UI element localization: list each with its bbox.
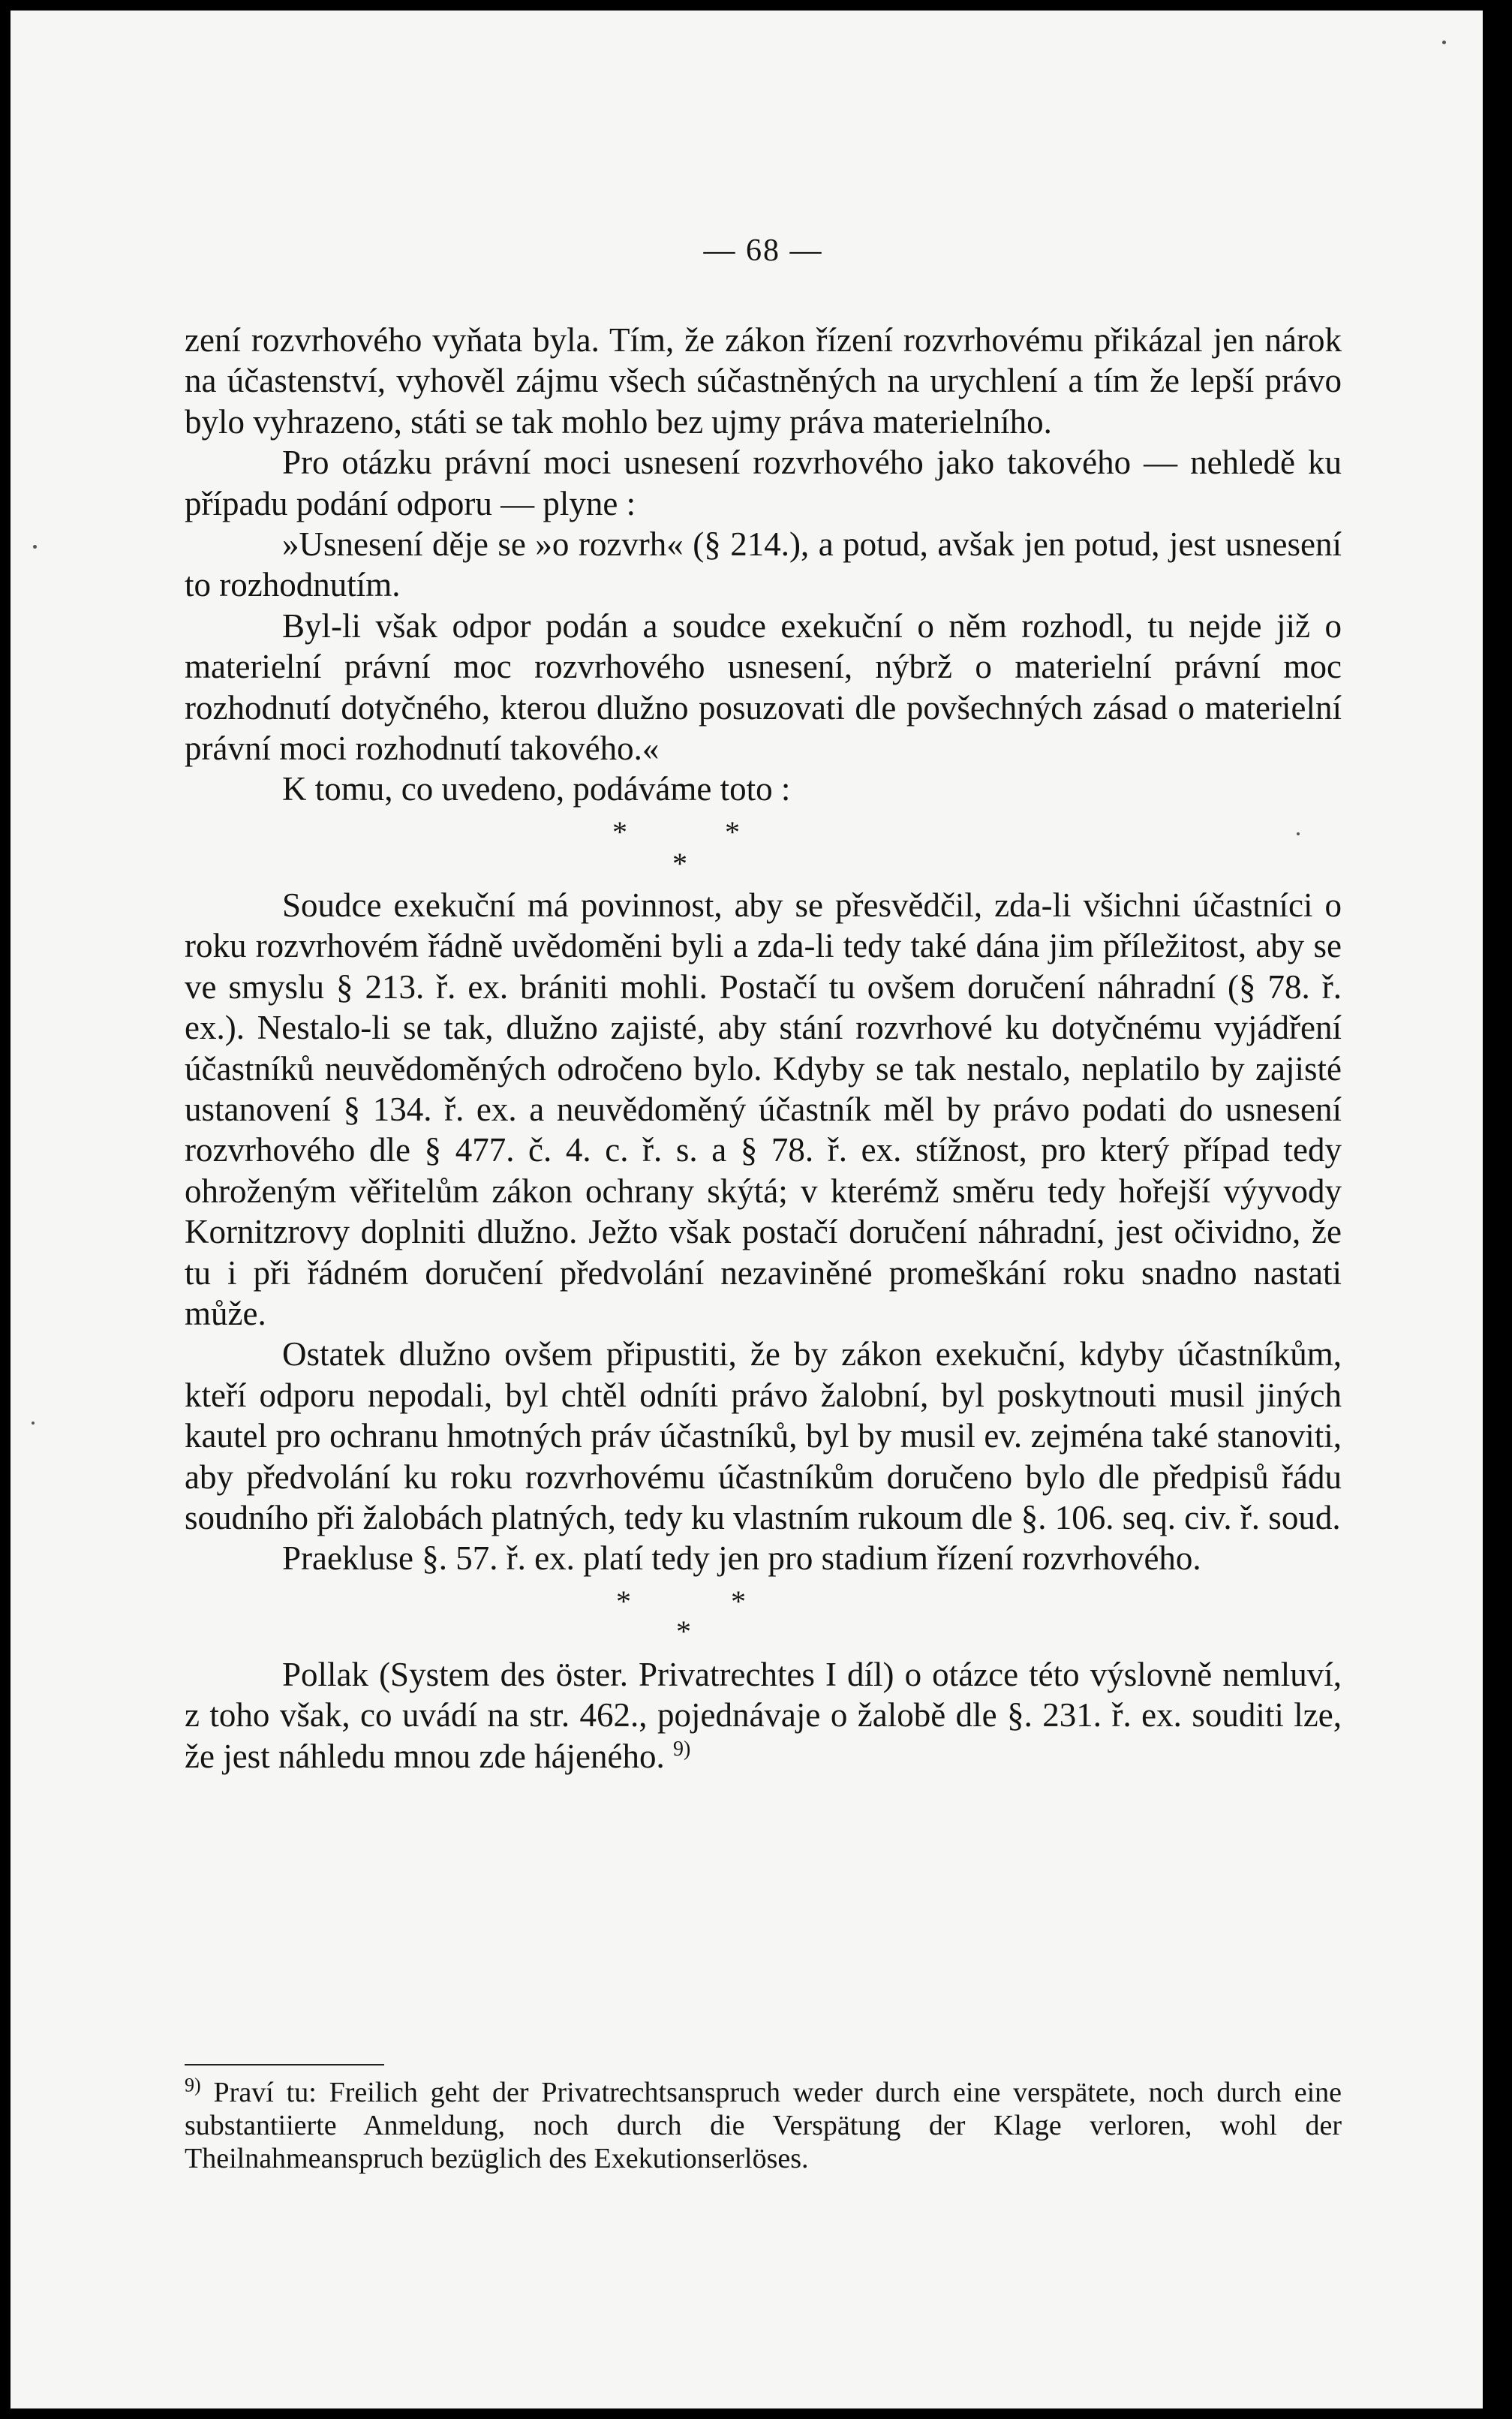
asterisk: * [612, 814, 627, 849]
paragraph: »Usnesení děje se »o rozvrh« (§ 214.), a potud, avšak jen potud, jest usnesení to rozhodnutím. [185, 525, 1342, 604]
paragraph [185, 1654, 1342, 1777]
book-page [11, 11, 1483, 2408]
footnote [185, 2076, 1342, 2175]
footnote-reference: 9) [673, 1737, 691, 1761]
page-speck [1442, 41, 1446, 44]
section-break [185, 810, 1342, 885]
paragraph: Praekluse §. 57. ř. ex. platí tedy jen pro stadium řízení rozvrhového. [282, 1539, 1201, 1578]
page-speck [33, 545, 37, 549]
footnote-divider [185, 2064, 384, 2065]
footnote-text: Praví tu: Freilich geht der Privatrechtsanspruch weder durch eine verspätete, noch durch eine substantiierte Anmeldung, noch durch die Verspätung der Klage verloren, wohl der Theilnahmeanspruch bezüglich des Exekutionserlöses. [185, 2077, 1342, 2174]
paragraph: Ostatek dlužno ovšem připustiti, že by zákon exekuční, kdyby účastníkům, kteří odporu nepodali, byl chtěl odníti právo žalobní, byl poskytnouti musil jiných kautel pro ochranu hmotných práv účastníků, byl by musil ev. zejména také stanoviti, aby předvolání ku roku rozvrhovému účastníkům doručeno bylo dle předpisů řádu soudního při žalobách platných, tedy ku vlastním rukoum dle §. 106. seq. civ. ř. soud. [185, 1335, 1342, 1536]
footnote-mark: 9) [185, 2074, 201, 2096]
page-speck [32, 1422, 35, 1425]
asterisk: * [731, 1584, 746, 1618]
section-break [185, 1579, 1342, 1654]
asterisk: * [725, 814, 740, 849]
asterisk: * [676, 1614, 691, 1648]
body-text [185, 320, 1342, 1777]
asterisk: * [672, 846, 687, 880]
paragraph: K tomu, co uvedeno, podáváme toto : [282, 770, 791, 808]
asterisk: * [616, 1584, 631, 1618]
paragraph: Pro otázku právní moci usnesení rozvrhového jako takového — nehledě ku případu podání odporu — plyne : [185, 444, 1342, 522]
paragraph: zení rozvrhového vyňata byla. Tím, že zákon řízení rozvrhovému přikázal jen nárok na účastenství, vyhověl zájmu všech súčastněných na urychlení a tím že lepší právo bylo vyhrazeno, státi se tak mohlo bez ujmy práva materielního. [185, 321, 1342, 441]
paragraph: Byl-li však odpor podán a soudce exekuční o něm rozhodl, tu nejde již o materielní právní moc rozvrhového usnesení, nýbrž o materielní právní moc rozhodnutí dotyčného, kterou dlužno posuzovati dle povšechných zásad o materielní právní moci rozhodnutí takového.« [185, 606, 1342, 768]
paragraph: Soudce exekuční má povinnost, aby se přesvědčil, zda-li všichni účastníci o roku rozvrhovém řádně uvědoměni byli a zda-li tedy také dána jim příležitost, aby se ve smyslu § 213. ř. ex. brániti mohli. Postačí tu ovšem doručení náhradní (§ 78. ř. ex.). Nestalo-li se tak, dlužno zajisté, aby stání rozvrhové ku dotyčnému vyjádření účastníků neuvědoměných odročeno bylo. Kdyby se tak nestalo, neplatilo by zajisté ustanovení § 134. ř. ex. a neuvědoměný účastník měl by právo podati do usnesení rozvrhového dle § 477. č. 4. c. ř. s. a § 78. ř. ex. stížnost, pro který případ tedy ohroženým věřitelům zákon ochrany skýtá; v kterémž směru tedy hořejší výyvody Kornitzrovy doplniti dlužno. Ježto však postačí doručení náhradní, jest očividno, že tu i při řádném doručení předvolání nezaviněné promeškání roku snadno nastati může. [185, 886, 1342, 1332]
page-number: — 68 — [703, 233, 823, 268]
paragraph-text: Pollak (System des öster. Privatrechtes I díl) o otázce této výslovně nemluví, z toho však, co uvádí na str. 462., pojednávaje o žalobě dle §. 231. ř. ex. souditi lze, že jest náhledu mnou zde hájeného. [185, 1655, 1342, 1775]
